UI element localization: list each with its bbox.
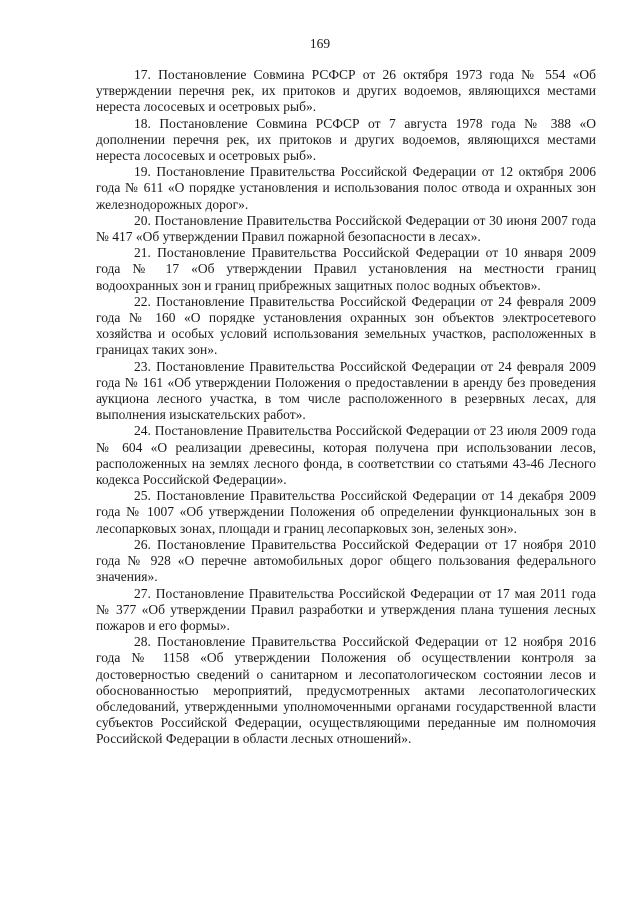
list-item: 27. Постановление Правительства Российской Федерации от 17 мая 2011 года № 377 «Об утверждении Правил разработки и утверждения плана тушения лесных пожаров и его формы». <box>96 585 596 633</box>
list-item: 28. Постановление Правительства Российской Федерации от 12 ноября 2016 года № 1158 «Об утверждении Положения об осуществлении контроля за достоверностью сведений о санитарном и лесопатологическом состоянии лесов и обоснованностью мероприятий, предусмотренных актами лесопатологических обследований, утвержденными уполномоченными органами государственной власти субъектов Российской Федерации, осуществляющими переданные им полномочия Российской Федерации в области лесных отношений». <box>96 634 596 747</box>
list-item: 19. Постановление Правительства Российской Федерации от 12 октября 2006 года № 611 «О порядке установления и использования полос отвода и охранных зон железнодорожных дорог». <box>96 164 596 212</box>
list-item: 23. Постановление Правительства Российской Федерации от 24 февраля 2009 года № 161 «Об утверждении Положения о предоставлении в аренду без проведения аукциона лесного участка, в том числе расположенного в резервных лесах, для выполнения изыскательских работ». <box>96 358 596 423</box>
list-item: 25. Постановление Правительства Российской Федерации от 14 декабря 2009 года № 1007 «Об утверждении Положения об определении функциональных зон в лесопарковых зонах, площади и границ лесопарковых зон, зеленых зон». <box>96 488 596 536</box>
list-item: 22. Постановление Правительства Российской Федерации от 24 февраля 2009 года № 160 «О порядке установления охранных зон объектов электросетевого хозяйства и особых условий использования земельных участков, расположенных в границах таких зон». <box>96 293 596 358</box>
list-item: 21. Постановление Правительства Российской Федерации от 10 января 2009 года № 17 «Об утверждении Правил установления на местности границ водоохранных зон и границ прибрежных защитных полос водных объектов». <box>96 245 596 293</box>
list-item: 17. Постановление Совмина РСФСР от 26 октября 1973 года № 554 «Об утверждении перечня рек, их притоков и других водоемов, являющихся местами нереста лососевых и осетровых рыб». <box>96 67 596 115</box>
page-number: 169 <box>309 36 331 51</box>
list-item: 20. Постановление Правительства Российской Федерации от 30 июня 2007 года № 417 «Об утверждении Правил пожарной безопасности в лесах». <box>96 212 596 245</box>
list-item: 24. Постановление Правительства Российской Федерации от 23 июля 2009 года № 604 «О реализации древесины, которая получена при использовании лесов, расположенных на землях лесного фонда, в соответствии со статьями 43-46 Лесного кодекса Российской Федерации». <box>96 423 596 488</box>
regulation-list <box>96 67 596 748</box>
list-item: 26. Постановление Правительства Российской Федерации от 17 ноября 2010 года № 928 «О перечне автомобильных дорог общего пользования федерального значения». <box>96 536 596 585</box>
list-item: 18. Постановление Совмина РСФСР от 7 августа 1978 года № 388 «О дополнении перечня рек, их притоков и других водоемов, являющихся местами нереста лососевых и осетровых рыб». <box>96 115 596 164</box>
